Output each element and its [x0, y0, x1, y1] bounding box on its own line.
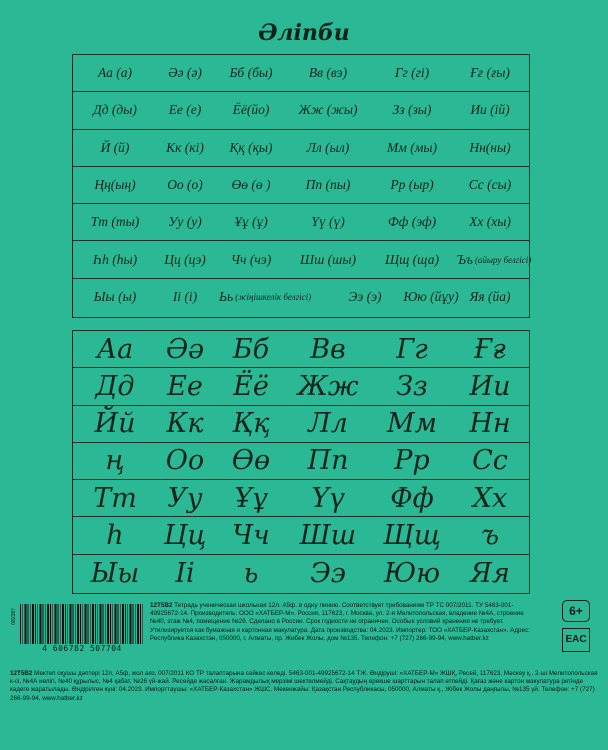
printed-letter-text: Чч (чэ): [230, 251, 272, 267]
printed-letter-text: Мм (мы): [387, 139, 437, 155]
printed-letter-text: Іі (і): [172, 289, 198, 305]
printed-letter-cell: [451, 130, 529, 166]
printed-row: [73, 167, 529, 204]
cursive-letter-cell: [151, 406, 219, 442]
ru-product-description: Тетрадь ученическая школьная 12л. А5ф. в одну линию. Соответствует требованиям ТР ТС 007/2011. ТУ 5463-001-49925672-14. Производитель: ООО «ХАТБЕР-М». Россия, 117623, г. Москва, ул. 2-я Мелитопольская, владение №4А, строение №40, этаж №4, помещение №26. Сделано в России. Срок годности не ограничен. Особых условий хранения не требует. Утилизируется как бумажная и картонная макулатура. Дата производства: 04.2023. Импортер: ТОО «ХАТБЕР-Казахстан». Адрес: Республика Казахстан, 050000, г. Алматы, пр. Жибек Жолы, дом №135. Телефон: +7 (727) 266-99-94, www.hatber.kz: [150, 602, 530, 642]
printed-letter-text: Ьь: [219, 289, 234, 305]
cursive-letter-text: Яя: [470, 557, 510, 589]
cursive-letter-cell: [79, 443, 151, 479]
cursive-letter-cell: [373, 517, 451, 553]
cursive-letter-cell: [219, 480, 283, 516]
cursive-letter-cell: [151, 368, 219, 404]
printed-letter-text: Лл (ыл): [306, 139, 350, 155]
cursive-letter-cell: [219, 555, 283, 592]
kz-product-code: 12Т5В2: [10, 670, 33, 677]
hard-sign-note: (айыру белгісі): [474, 254, 532, 265]
cursive-row: [73, 443, 529, 480]
printed-row: [73, 92, 529, 129]
kazakh-product-info: [10, 670, 600, 703]
cursive-letter-cell: [219, 368, 283, 404]
cursive-letter-cell: [451, 368, 529, 404]
printed-letter-text: Ээ (э): [348, 289, 382, 305]
printed-letter-text: Үү (ү): [311, 214, 345, 230]
printed-letter-text: Жж (жы): [298, 102, 358, 118]
cursive-letter-text: Цц: [163, 520, 207, 552]
printed-letter-cell: [283, 55, 373, 91]
printed-letter-cell: [373, 55, 451, 91]
cursive-letter-cell: [79, 331, 151, 367]
cursive-letter-cell: [373, 480, 451, 516]
cursive-letter-text: Үү: [311, 482, 345, 514]
cursive-letter-cell: [283, 406, 373, 442]
cursive-letter-text: ъ: [481, 520, 499, 552]
age-rating-badge: 6+: [562, 600, 590, 622]
printed-letter-cell: [151, 204, 219, 240]
cursive-letter-text: Жж: [297, 370, 359, 402]
cursive-row: [73, 517, 529, 554]
cursive-letter-text: Іі: [175, 557, 195, 589]
printed-row: [73, 279, 529, 316]
kz-product-description: Мектеп оқушы дәптері 12п, А5ф, жол аяз, 007/2011 КО ТР талаптарына сәйкес келеді. 5463-001-49925672-14 ТЖ. Өндіруші: «ХАТБЕР-М» ЖШҚ, Ресей, 117623, Мәскеу қ., 2-ші Мелитопольская к-сі, №4А иелігі, №40 құрылыс, №4 қабат, №26 үй-жай. Ресейде жасалған. Жарамдылық мерзімі шектелмейді. Сақтаудың ерекше шарттарын талап етпейді. Қағаз және картон макулатура ретінде кәдеге жаратылады. Өндірілген күні: 04.2023. Импорттаушы: «ХАТБЕР-Казахстан» ЖШС. Мекенжайы: Қазақстан Республикасы, 050000, Алматы қ., Жібек Жолы даңғылы, №135 үй. Телефон: +7 (727) 266-99-94, www.hatber.kz: [10, 670, 598, 702]
cursive-letter-cell: [373, 443, 451, 479]
printed-letter-text: Хх (хы): [469, 214, 511, 230]
cursive-letter-text: Тт: [93, 482, 137, 514]
cursive-letter-text: Фф: [390, 482, 434, 514]
soft-sign-note: (жіңішкелік белгісі): [235, 292, 312, 303]
printed-letter-text: Вв (вэ): [308, 65, 348, 81]
barcode-number: 4 606782 507704: [42, 644, 122, 653]
cursive-letter-cell: [451, 331, 529, 367]
printed-letter-cell: [283, 204, 373, 240]
barcode-bars: [20, 604, 144, 644]
printed-letter-cell: [151, 55, 219, 91]
printed-letter-text: Өө (ө ): [231, 176, 271, 192]
printed-letter-text: Цц (цэ): [164, 251, 206, 267]
printed-letter-text: Ии (ій): [470, 102, 510, 118]
printed-letter-text: Ёё(йо): [232, 102, 270, 118]
cursive-letter-cell: [451, 443, 529, 479]
cursive-letter-text: Ёё: [233, 370, 269, 402]
cursive-letter-cell: [219, 331, 283, 367]
barcode: [10, 602, 148, 662]
printed-letter-text: Бб (бы): [229, 65, 273, 81]
printed-letter-cell: [151, 241, 219, 277]
cursive-letter-text: һ: [106, 520, 124, 552]
printed-alphabet-table: [72, 54, 530, 318]
printed-letter-text: Рр (ыр): [390, 176, 434, 192]
cursive-letter-cell: [283, 368, 373, 404]
cursive-letter-cell: [79, 368, 151, 404]
printed-letter-text: Юю (йұу): [403, 289, 459, 305]
cursive-row: [73, 331, 529, 368]
printed-letter-text: Ъъ: [456, 251, 473, 267]
printed-letter-cell: [79, 130, 151, 166]
printed-letter-cell: [79, 241, 151, 277]
cursive-row: [73, 406, 529, 443]
printed-letter-cell: [151, 92, 219, 128]
cursive-letter-text: Йй: [94, 408, 136, 440]
cursive-letter-text: Ии: [469, 370, 511, 402]
printed-letter-cell: [151, 279, 219, 316]
printed-letter-text: Щщ (ща): [385, 251, 439, 267]
cursive-letter-text: Мм: [386, 408, 438, 440]
printed-letter-cell: [219, 130, 283, 166]
cursive-letter-text: Шш: [299, 520, 357, 552]
cursive-letter-cell: [79, 406, 151, 442]
cursive-letter-text: Ээ: [310, 557, 346, 589]
cursive-letter-cell: [451, 555, 529, 592]
cursive-letter-cell: [219, 406, 283, 442]
printed-letter-cell: [151, 130, 219, 166]
ru-product-code: 12Т5В2: [150, 602, 173, 609]
printed-letter-text: Й (й): [100, 139, 130, 155]
printed-letter-cell: [373, 167, 451, 203]
printed-letter-text: Кк (кі): [166, 139, 204, 155]
printed-row: [73, 55, 529, 92]
printed-letter-cell: [373, 130, 451, 166]
cursive-row: [73, 368, 529, 405]
printed-letter-cell: [79, 55, 151, 91]
printed-letter-cell: [79, 167, 151, 203]
cursive-letter-cell: [373, 406, 451, 442]
cursive-letter-text: Щщ: [383, 520, 441, 552]
printed-letter-text: Фф (эф): [387, 214, 437, 230]
printed-letter-cell: [151, 167, 219, 203]
cursive-letter-text: Рр: [394, 445, 430, 477]
cursive-letter-cell: [151, 517, 219, 553]
cursive-letter-text: Ұұ: [234, 482, 268, 514]
cursive-letter-cell: [451, 517, 529, 553]
printed-letter-text: Ңң(ың): [94, 176, 136, 192]
printed-letter-cell: [451, 204, 529, 240]
cursive-letter-text: Пп: [307, 445, 349, 477]
cursive-letter-cell: [283, 555, 373, 592]
cursive-letter-text: Хх: [472, 482, 508, 514]
cursive-letter-cell: [79, 517, 151, 553]
printed-letter-cell: [79, 92, 151, 128]
printed-letter-text: Һһ (һы): [92, 251, 138, 267]
cursive-letter-text: ь: [243, 557, 259, 589]
printed-letter-text: Сс (сы): [468, 176, 512, 192]
cursive-letter-text: Ее: [167, 370, 203, 402]
printed-letter-text: Дд (ды): [93, 102, 137, 118]
russian-product-info: [150, 602, 538, 643]
cursive-letter-text: Вв: [310, 333, 346, 365]
cursive-letter-text: Кк: [166, 408, 204, 440]
printed-letter-cell: [373, 92, 451, 128]
printed-letter-cell: [373, 241, 451, 277]
cursive-letter-text: Әә: [165, 333, 205, 365]
printed-row: [73, 241, 532, 278]
cursive-letter-text: Ққ: [232, 408, 270, 440]
printed-letter-cell: [373, 204, 451, 240]
cursive-letter-cell: [151, 480, 219, 516]
cursive-letter-text: Ғғ: [474, 333, 506, 365]
cursive-letter-text: Оо: [165, 445, 205, 477]
cursive-letter-text: Лл: [308, 408, 348, 440]
printed-letter-cell: [283, 167, 373, 203]
printed-letter-cell: [451, 55, 529, 91]
printed-letter-text: Аа (а): [98, 65, 132, 81]
cursive-letter-text: Гг: [396, 333, 428, 365]
printed-letter-cell: [219, 241, 283, 277]
cursive-letter-text: Чч: [232, 520, 270, 552]
cursive-letter-cell: [151, 331, 219, 367]
printed-letter-text: Ғғ (ғы): [470, 65, 510, 81]
cursive-letter-text: Аа: [96, 333, 134, 365]
printed-letter-cell: [283, 92, 373, 128]
footer-info: [10, 600, 600, 740]
printed-letter-text: Яя (йа): [469, 289, 511, 305]
cursive-letter-cell: [283, 517, 373, 553]
printed-letter-text: Уу (у): [168, 214, 202, 230]
cursive-letter-cell: [373, 368, 451, 404]
cursive-letter-text: Сс: [472, 445, 508, 477]
cursive-letter-text: Ыы: [90, 557, 140, 589]
cursive-letter-cell: [79, 555, 151, 592]
printed-letter-cell: [219, 92, 283, 128]
printed-letter-text: Зз (зы): [392, 102, 432, 118]
cursive-letter-text: Юю: [384, 557, 440, 589]
cursive-letter-cell: [283, 480, 373, 516]
printed-row: [73, 130, 529, 167]
cursive-letter-text: Дд: [95, 370, 135, 402]
printed-letter-text: Нн(ны): [469, 139, 511, 155]
cursive-letter-cell: [283, 331, 373, 367]
cursive-letter-cell: [151, 555, 219, 592]
cursive-letter-cell: [451, 406, 529, 442]
printed-letter-text: Ұұ (ұ): [234, 214, 268, 230]
barcode-side-code: 082387: [11, 608, 17, 625]
cursive-letter-text: Бб: [232, 333, 270, 365]
cursive-letter-text: Өө: [231, 445, 271, 477]
printed-letter-cell: [79, 204, 151, 240]
cursive-alphabet-table: [72, 330, 530, 594]
printed-letter-text: Ққ (қы): [229, 139, 273, 155]
printed-letter-text: Пп (пы): [305, 176, 351, 192]
cursive-letter-text: Зз: [396, 370, 428, 402]
cursive-letter-text: Нн: [469, 408, 511, 440]
printed-letter-text: Әә (ә): [168, 65, 202, 81]
printed-letter-cell: [219, 55, 283, 91]
cursive-letter-cell: [79, 480, 151, 516]
printed-letter-cell: [283, 241, 373, 277]
printed-letter-cell: [451, 279, 529, 316]
printed-letter-cell: [283, 130, 373, 166]
printed-letter-cell: [451, 241, 537, 277]
page-title: Әліпби: [258, 20, 350, 46]
printed-letter-text: Оо (о): [167, 176, 203, 192]
cursive-letter-cell: [151, 443, 219, 479]
cursive-letter-cell: [451, 480, 529, 516]
cursive-letter-cell: [219, 517, 283, 553]
printed-letter-text: Ыы (ы): [93, 289, 137, 305]
cursive-letter-text: ң: [105, 445, 125, 477]
printed-letter-text: Ее (е): [168, 102, 202, 118]
cursive-letter-cell: [283, 443, 373, 479]
printed-letter-cell: [79, 279, 151, 316]
cursive-letter-cell: [373, 331, 451, 367]
printed-letter-text: Шш (шы): [300, 251, 356, 267]
printed-letter-cell: [219, 167, 283, 203]
printed-letter-text: Гг (гі): [394, 65, 430, 81]
cursive-letter-cell: [373, 555, 451, 592]
printed-letter-cell: [335, 279, 395, 316]
eac-mark-icon: EAC: [562, 628, 590, 652]
cursive-letter-cell: [219, 443, 283, 479]
cursive-row: [73, 555, 529, 592]
cursive-row: [73, 480, 529, 517]
printed-row: [73, 204, 529, 241]
cursive-letter-text: Уу: [167, 482, 203, 514]
printed-letter-text: Тт (ты): [90, 214, 140, 230]
printed-letter-cell: [451, 92, 529, 128]
printed-letter-cell: [451, 167, 529, 203]
printed-letter-cell: [219, 204, 283, 240]
